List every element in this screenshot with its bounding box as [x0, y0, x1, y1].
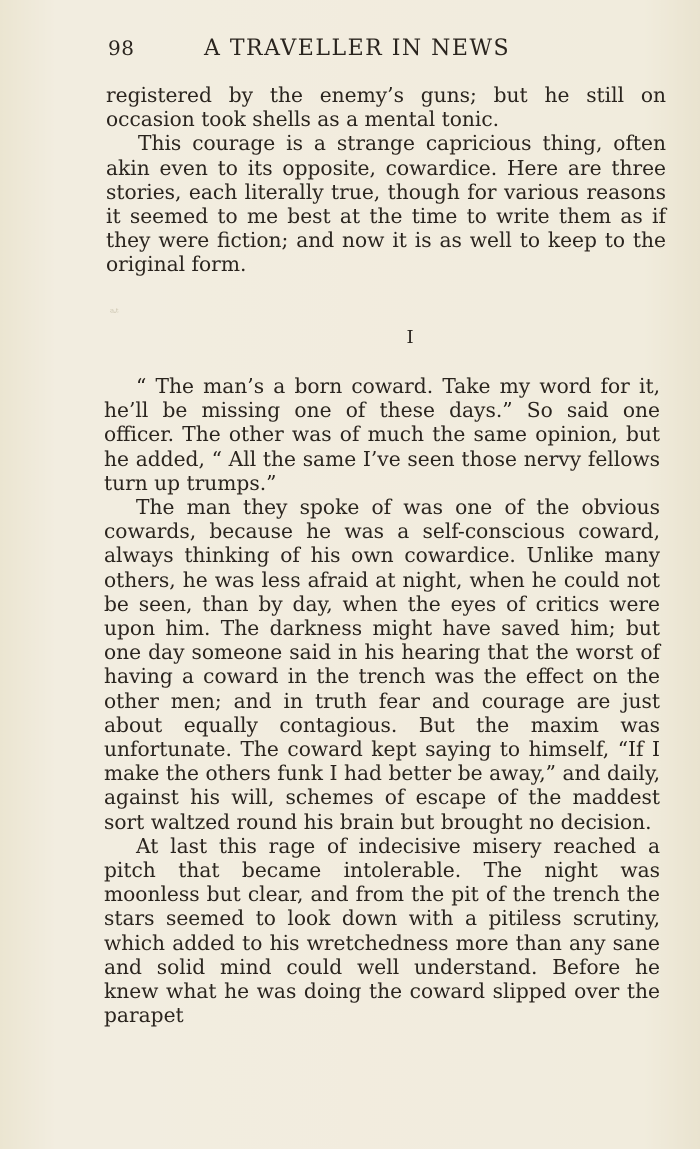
opening-text: [106, 83, 666, 277]
intro-line-2: occasion took shells as a mental tonic.: [106, 107, 500, 132]
running-title: A TRAVELLER IN NEWS: [204, 36, 511, 61]
section-paragraph-2: The man they spoke of was one of the obvious cowards, because he was a self-conscious coward, always thinking of his own cowardice. Unlike many others, he was less afraid at night, when he could not be seen, than by day, when the eyes of critics were upon him. The darkness might have saved him; but one day someone said in his hearing that the worst of having a coward in the trench was the effect on the other men; and in truth fear and courage are just about equally contagious. But the maxim was unfortunate. The coward kept saying to himself, “If I make the others funk I had better be away,” and daily, against his will, schemes of escape of the maddest sort waltzed round his brain but brought no decision.: [104, 495, 660, 834]
paragraph-courage: This courage is a strange capricious thing, often akin even to its opposite, cowardice. Here are three stories, each literally true, though for various reasons it seemed to me best at the time to write them as if they were fiction; and now it is as well to keep to the original form.: [106, 131, 666, 277]
section-text: [104, 374, 660, 1027]
ink-smudge: ᵃ·ᵗ: [110, 306, 118, 319]
intro-line-1: registered by the enemy’s guns; but he still on: [106, 83, 666, 107]
page-header: [108, 36, 570, 61]
page-number: 98: [108, 36, 135, 60]
section-paragraph-3: At last this rage of indecisive misery reached a pitch that became intolerable. The night was moonless but clear, and from the pit of the trench the stars seemed to look down with a pitiless scrutiny, which added to his wretchedness more than any sane and solid mind could well understand. Before he knew what he was doing the coward slipped over the parapet: [104, 833, 660, 1028]
section-paragraph-1: “ The man’s a born coward. Take my word for it, he’ll be missing one of these days.” So said one officer. The other was of much the same opinion, but he added, “ All the same I’ve seen those nervy fellows turn up trumps.”: [104, 374, 660, 495]
section-number: I: [406, 327, 414, 348]
